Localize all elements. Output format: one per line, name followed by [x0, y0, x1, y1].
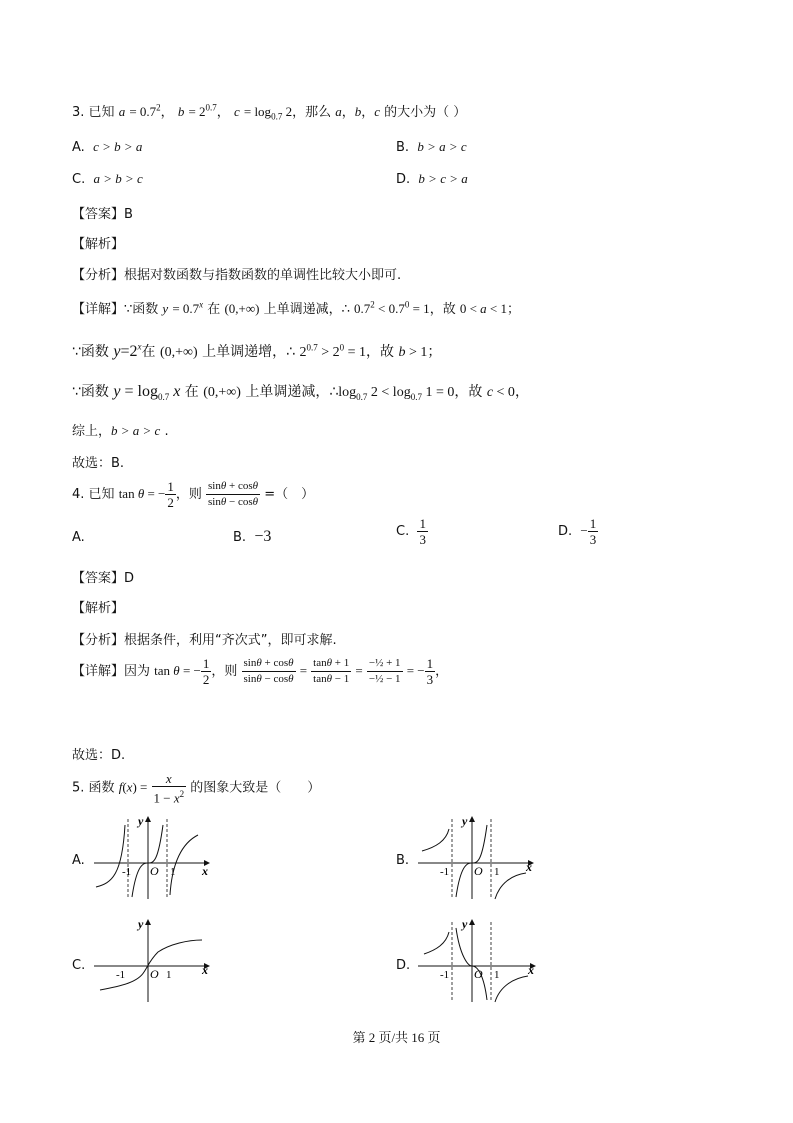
- tick-one: 1: [166, 969, 172, 981]
- q4-option-a: A.: [72, 530, 85, 545]
- q3-conclusion: 综上，b > a > c .: [72, 423, 169, 439]
- tick-one: 1: [494, 866, 500, 878]
- tick-neg-one: -1: [440, 866, 450, 878]
- axis-x-label: x: [528, 963, 534, 977]
- tick-one: 1: [494, 969, 500, 981]
- axis-y-label: y: [462, 917, 468, 931]
- q5-stem: 5. 函数 f(x) = $\frac{x}{1 - x^2}$ 的图象大致是（ ）: [72, 771, 321, 806]
- tick-one: 1: [170, 866, 176, 878]
- page-footer: 第 2 页/共 16 页: [352, 1030, 441, 1045]
- q5-graph-c: [92, 916, 214, 1004]
- q3-analysis-label: 【解析】: [72, 237, 125, 252]
- origin-label: O: [474, 864, 483, 878]
- q3-fenxi: 【分析】根据对数函数与指数函数的单调性比较大小即可.: [72, 268, 402, 283]
- tick-neg-one: -1: [116, 969, 126, 981]
- axis-y-label: y: [462, 814, 468, 828]
- q4-option-b: B. −3: [233, 528, 272, 545]
- origin-label: O: [150, 864, 159, 878]
- q4-fenxi: 【分析】根据条件，利用“齐次式”，即可求解.: [72, 633, 337, 648]
- axis-y-label: y: [138, 917, 144, 931]
- axis-x-label: x: [202, 963, 208, 977]
- q3-option-a: A. c > b > a: [72, 139, 143, 155]
- q4-option-c: C. $\frac{1}{3}$: [396, 516, 426, 547]
- q5-graph-d: [416, 916, 542, 1004]
- q4-detail: 【详解】因为 tan θ = − $\frac{1}{2}$ ，则 $\frac{\sin\theta + \cos\theta}{\sin\theta - \cos\theta}$ = $\frac{\tan\theta + 1}{\tan\theta - 1}$ = $\frac{\text{−½ + 1}}{\text{−½ − 1}}$ = − $\frac{1}{3}$ ，: [72, 656, 449, 687]
- q5-option-c-label: C.: [72, 958, 86, 973]
- axis-x-label: x: [526, 860, 532, 874]
- q4-stem: 4. 已知 tan θ = − $\frac{1}{2}$ ，则 $\frac{\sin\theta + \cos\theta}{\sin\theta - \cos\theta}$ =（ ）: [72, 479, 315, 510]
- q3-detail-3: ∵函数 $y = \log_{0.7} x$ 在 (0,+∞) 上单调递减，$\therefore\log_{0.7}$ $2 < \log_{0.7} 1 = 0$，故 c < 0，: [72, 383, 529, 403]
- q5-option-b-label: B.: [396, 853, 410, 868]
- axis-y-label: y: [138, 814, 144, 828]
- q3-option-d: D. b > c > a: [396, 171, 468, 187]
- q3-choose: 故选：B.: [72, 456, 125, 471]
- q3-answer: 【答案】B: [72, 207, 133, 222]
- q4-analysis-label: 【解析】: [72, 601, 125, 616]
- q5-graph-b: [416, 813, 538, 901]
- q3-detail-1: 【详解】∵函数 $y = 0.7^x$ 在 (0,+∞) 上单调递减，∴ $0.7^2 < 0.7^0 = 1$，故 0 < a < 1；: [72, 299, 521, 317]
- q4-option-d: D. − $\frac{1}{3}$: [558, 516, 597, 547]
- q4-choose: 故选：D.: [72, 748, 126, 763]
- tick-neg-one: -1: [440, 969, 450, 981]
- q3-stem: 3. 已知 $a = 0.7^2$， $b = 2^{0.7}$， $c = \log_{0.7} 2$，那么 a，b，c 的大小为（ ）: [72, 102, 467, 122]
- q3-option-b: B. b > a > c: [396, 139, 467, 155]
- q3-option-c: C. a > b > c: [72, 171, 143, 187]
- q4-answer: 【答案】D: [72, 571, 135, 586]
- q3-detail-2: ∵函数 $y=2^x$在 (0,+∞) 上单调递增，∴ $2^{0.7} > 2^0 = 1$，故 b > 1；: [72, 341, 442, 360]
- tick-neg-one: -1: [122, 866, 132, 878]
- origin-label: O: [150, 967, 159, 981]
- origin-label: O: [474, 967, 483, 981]
- q5-option-a-label: A.: [72, 853, 85, 868]
- q5-graph-a: [92, 813, 214, 901]
- q5-option-d-label: D.: [396, 958, 411, 973]
- axis-x-label: x: [202, 864, 208, 878]
